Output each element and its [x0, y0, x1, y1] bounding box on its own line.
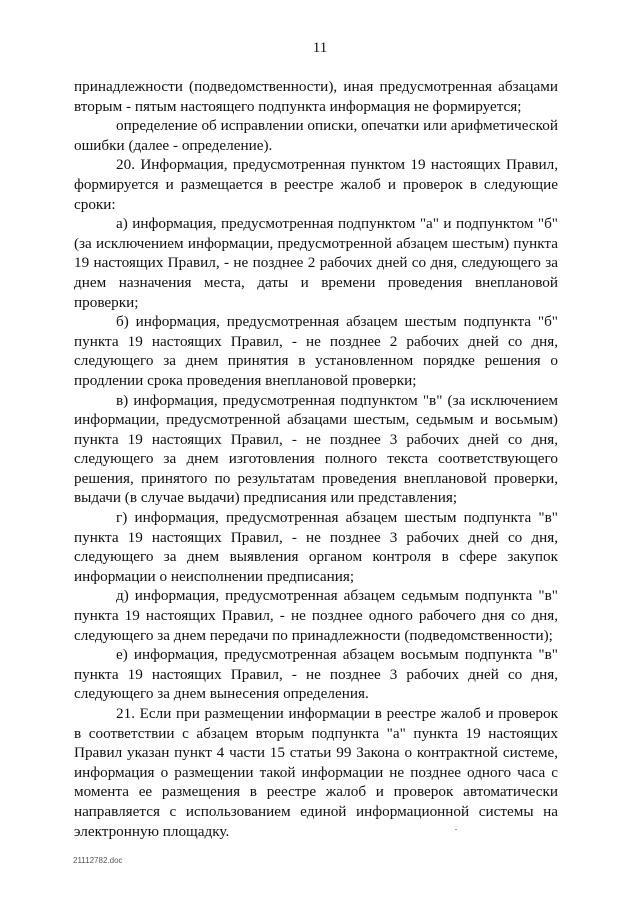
paragraph-item-d: д) информация, предусмотренная абзацем седьмым подпункта "в" пункта 19 настоящих Правил, - не позднее одного рабочего дня со дня, следующего за днем передачи по принадлежности (подведомственности);: [74, 587, 558, 644]
paragraph-clause-21: 21. Если при размещении информации в реестре жалоб и проверок в соответствии с абзацем вторым подпункта "а" пункта 19 настоящих Правил указан пункт 4 части 15 статьи 99 Закона о контрактной системе, информация о размещении такой информации не позднее одного часа с момента ее размещения в реестре жалоб и проверок автоматически направляется с использованием единой информационной системы на электронную площадку.: [74, 705, 558, 840]
paragraph-correction-definition: определение об исправлении описки, опечатки или арифметической ошибки (далее - определение).: [74, 117, 558, 154]
paragraph-item-a: а) информация, предусмотренная подпунктом "а" и подпунктом "б" (за исключением информации, предусмотренной абзацем шестым) пункта 19 настоящих Правил, - не позднее 2 рабочих дней со дня, следующего за днем назначения места, даты и времени проведения внеплановой проверки;: [74, 215, 558, 311]
paragraph-item-v: в) информация, предусмотренная подпунктом "в" (за исключением информации, предусмотренной абзацами шестым, седьмым и восьмым) пункта 19 настоящих Правил, - не позднее 3 рабочих дней со дня, следующего за днем изготовления полного текста соответствующего решения, принятого по результатам проведения внеплановой проверки, выдачи (в случае выдачи) предписания или представления;: [74, 391, 558, 507]
paragraph-item-b: б) информация, предусмотренная абзацем шестым подпункта "б" пункта 19 настоящих Правил, - не позднее 2 рабочих дней со дня, следующего за днем принятия в установленном порядке решения о продлении срока проведения внеплановой проверки;: [74, 313, 558, 389]
paragraph-clause-20: 20. Информация, предусмотренная пунктом 19 настоящих Правил, формируется и размещается в реестре жалоб и проверок в следующие сроки:: [74, 156, 558, 213]
paragraph-item-g: г) информация, предусмотренная абзацем шестым подпункта "в" пункта 19 настоящих Правил, - не позднее 3 рабочих дней со дня, следующего за днем выявления органом контроля в сфере закупок информации о неисполнении предписания;: [74, 509, 558, 585]
paragraph-item-e: е) информация, предусмотренная абзацем восьмым подпункта "в" пункта 19 настоящих Правил, - не позднее 3 рабочих дней со дня, следующего за днем вынесения определения.: [74, 646, 558, 703]
footer-doc-code: 21112782.doc: [73, 856, 123, 865]
paragraph-continuation: принадлежности (подведомственности), иная предусмотренная абзацами вторым - пятым настоящего подпункта информация не формируется;: [74, 78, 558, 115]
scan-speck: [455, 829, 457, 830]
document-body: [74, 77, 558, 841]
page-number: 11: [312, 40, 328, 56]
